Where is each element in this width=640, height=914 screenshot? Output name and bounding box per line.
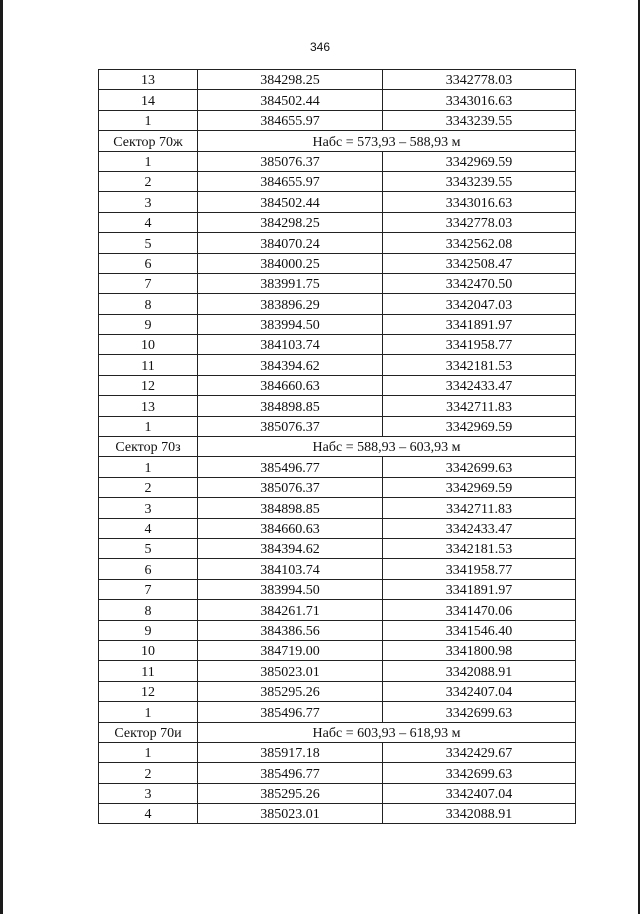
- table-row: [99, 192, 576, 212]
- table-row: [99, 335, 576, 355]
- coordinate-y: 3343016.63: [383, 90, 576, 110]
- coordinate-x: 384898.85: [198, 396, 383, 416]
- table-row: [99, 600, 576, 620]
- coordinate-y: 3342699.63: [383, 763, 576, 783]
- sector-header-row: [99, 437, 576, 457]
- point-number: 12: [99, 375, 198, 395]
- sector-name: Сектор 70з: [99, 437, 198, 457]
- coordinate-x: 385496.77: [198, 457, 383, 477]
- coordinate-y: 3342433.47: [383, 518, 576, 538]
- coordinate-x: 385023.01: [198, 804, 383, 824]
- coordinate-x: 384000.25: [198, 253, 383, 273]
- coordinate-y: 3342508.47: [383, 253, 576, 273]
- coordinate-y: 3342562.08: [383, 233, 576, 253]
- table-row: [99, 396, 576, 416]
- coordinate-y: 3342711.83: [383, 396, 576, 416]
- coordinate-x: 385076.37: [198, 416, 383, 436]
- coordinate-x: 383896.29: [198, 294, 383, 314]
- table-row: [99, 538, 576, 558]
- coordinate-x: 384298.25: [198, 70, 383, 90]
- table-row: [99, 233, 576, 253]
- coordinate-x: 384660.63: [198, 375, 383, 395]
- table-row: [99, 70, 576, 90]
- coordinates-table-body: [99, 70, 576, 824]
- coordinate-x: 384394.62: [198, 538, 383, 558]
- coordinate-y: 3341958.77: [383, 559, 576, 579]
- sector-elevation-range: Набс = 573,93 – 588,93 м: [198, 131, 576, 151]
- coordinate-x: 385295.26: [198, 681, 383, 701]
- point-number: 13: [99, 70, 198, 90]
- sector-elevation-range: Набс = 588,93 – 603,93 м: [198, 437, 576, 457]
- table-row: [99, 559, 576, 579]
- table-row: [99, 579, 576, 599]
- point-number: 11: [99, 355, 198, 375]
- table-row: [99, 212, 576, 232]
- point-number: 4: [99, 212, 198, 232]
- coordinate-y: 3341800.98: [383, 640, 576, 660]
- table-row: [99, 661, 576, 681]
- point-number: 1: [99, 151, 198, 171]
- table-row: [99, 253, 576, 273]
- sector-header-row: [99, 722, 576, 742]
- coordinate-y: 3342699.63: [383, 702, 576, 722]
- table-row: [99, 783, 576, 803]
- table-row: [99, 273, 576, 293]
- point-number: 13: [99, 396, 198, 416]
- point-number: 1: [99, 742, 198, 762]
- point-number: 9: [99, 314, 198, 334]
- point-number: 2: [99, 171, 198, 191]
- coordinate-x: 385917.18: [198, 742, 383, 762]
- coordinate-x: 385496.77: [198, 763, 383, 783]
- point-number: 6: [99, 559, 198, 579]
- coordinates-table: [98, 69, 576, 824]
- coordinate-x: 383991.75: [198, 273, 383, 293]
- table-row: [99, 477, 576, 497]
- table-row: [99, 518, 576, 538]
- coordinate-x: 384386.56: [198, 620, 383, 640]
- coordinate-y: 3342088.91: [383, 804, 576, 824]
- coordinate-x: 384298.25: [198, 212, 383, 232]
- point-number: 11: [99, 661, 198, 681]
- table-row: [99, 702, 576, 722]
- table-row: [99, 171, 576, 191]
- sector-name: Сектор 70ж: [99, 131, 198, 151]
- page-number: 346: [309, 40, 331, 54]
- coordinate-x: 384502.44: [198, 90, 383, 110]
- coordinate-x: 384660.63: [198, 518, 383, 538]
- point-number: 7: [99, 579, 198, 599]
- coordinate-x: 384103.74: [198, 335, 383, 355]
- point-number: 4: [99, 518, 198, 538]
- point-number: 12: [99, 681, 198, 701]
- table-row: [99, 763, 576, 783]
- point-number: 14: [99, 90, 198, 110]
- table-row: [99, 498, 576, 518]
- coordinate-x: 384502.44: [198, 192, 383, 212]
- coordinate-x: 384261.71: [198, 600, 383, 620]
- coordinate-x: 385295.26: [198, 783, 383, 803]
- point-number: 6: [99, 253, 198, 273]
- table-row: [99, 416, 576, 436]
- point-number: 9: [99, 620, 198, 640]
- point-number: 2: [99, 763, 198, 783]
- table-row: [99, 457, 576, 477]
- coordinate-y: 3342711.83: [383, 498, 576, 518]
- point-number: 4: [99, 804, 198, 824]
- point-number: 3: [99, 192, 198, 212]
- scan-edge-left: [0, 0, 3, 914]
- coordinate-y: 3341958.77: [383, 335, 576, 355]
- coordinate-x: 384394.62: [198, 355, 383, 375]
- coordinate-x: 384719.00: [198, 640, 383, 660]
- coordinate-y: 3342778.03: [383, 212, 576, 232]
- sector-header-row: [99, 131, 576, 151]
- coordinate-x: 384103.74: [198, 559, 383, 579]
- point-number: 5: [99, 233, 198, 253]
- coordinate-y: 3341470.06: [383, 600, 576, 620]
- coordinate-x: 384898.85: [198, 498, 383, 518]
- table-row: [99, 375, 576, 395]
- point-number: 1: [99, 457, 198, 477]
- coordinate-x: 385496.77: [198, 702, 383, 722]
- point-number: 3: [99, 783, 198, 803]
- coordinate-y: 3342407.04: [383, 783, 576, 803]
- table-row: [99, 90, 576, 110]
- table-row: [99, 640, 576, 660]
- coordinate-x: 384655.97: [198, 110, 383, 130]
- coordinate-y: 3342778.03: [383, 70, 576, 90]
- point-number: 2: [99, 477, 198, 497]
- point-number: 8: [99, 600, 198, 620]
- coordinate-x: 385076.37: [198, 151, 383, 171]
- coordinate-y: 3342969.59: [383, 477, 576, 497]
- coordinate-y: 3343239.55: [383, 171, 576, 191]
- coordinate-y: 3342047.03: [383, 294, 576, 314]
- coordinate-y: 3342969.59: [383, 151, 576, 171]
- table-row: [99, 742, 576, 762]
- point-number: 10: [99, 335, 198, 355]
- point-number: 3: [99, 498, 198, 518]
- sector-elevation-range: Набс = 603,93 – 618,93 м: [198, 722, 576, 742]
- coordinate-y: 3342088.91: [383, 661, 576, 681]
- coordinate-y: 3342699.63: [383, 457, 576, 477]
- coordinate-x: 385076.37: [198, 477, 383, 497]
- coordinate-x: 383994.50: [198, 314, 383, 334]
- coordinate-y: 3342969.59: [383, 416, 576, 436]
- table-row: [99, 681, 576, 701]
- coordinate-y: 3342470.50: [383, 273, 576, 293]
- point-number: 1: [99, 702, 198, 722]
- coordinate-y: 3341891.97: [383, 314, 576, 334]
- table-row: [99, 110, 576, 130]
- table-row: [99, 804, 576, 824]
- point-number: 5: [99, 538, 198, 558]
- table-row: [99, 314, 576, 334]
- coordinate-y: 3341546.40: [383, 620, 576, 640]
- coordinate-y: 3343239.55: [383, 110, 576, 130]
- table-row: [99, 355, 576, 375]
- coordinate-y: 3342429.67: [383, 742, 576, 762]
- point-number: 1: [99, 416, 198, 436]
- point-number: 7: [99, 273, 198, 293]
- coordinate-y: 3341891.97: [383, 579, 576, 599]
- table-row: [99, 294, 576, 314]
- sector-name: Сектор 70и: [99, 722, 198, 742]
- table-row: [99, 151, 576, 171]
- coordinate-x: 383994.50: [198, 579, 383, 599]
- coordinate-y: 3342433.47: [383, 375, 576, 395]
- point-number: 1: [99, 110, 198, 130]
- table-row: [99, 620, 576, 640]
- coordinate-y: 3343016.63: [383, 192, 576, 212]
- coordinate-y: 3342181.53: [383, 538, 576, 558]
- point-number: 10: [99, 640, 198, 660]
- coordinate-x: 385023.01: [198, 661, 383, 681]
- coordinate-y: 3342181.53: [383, 355, 576, 375]
- coordinate-y: 3342407.04: [383, 681, 576, 701]
- coordinate-x: 384655.97: [198, 171, 383, 191]
- coordinate-x: 384070.24: [198, 233, 383, 253]
- point-number: 8: [99, 294, 198, 314]
